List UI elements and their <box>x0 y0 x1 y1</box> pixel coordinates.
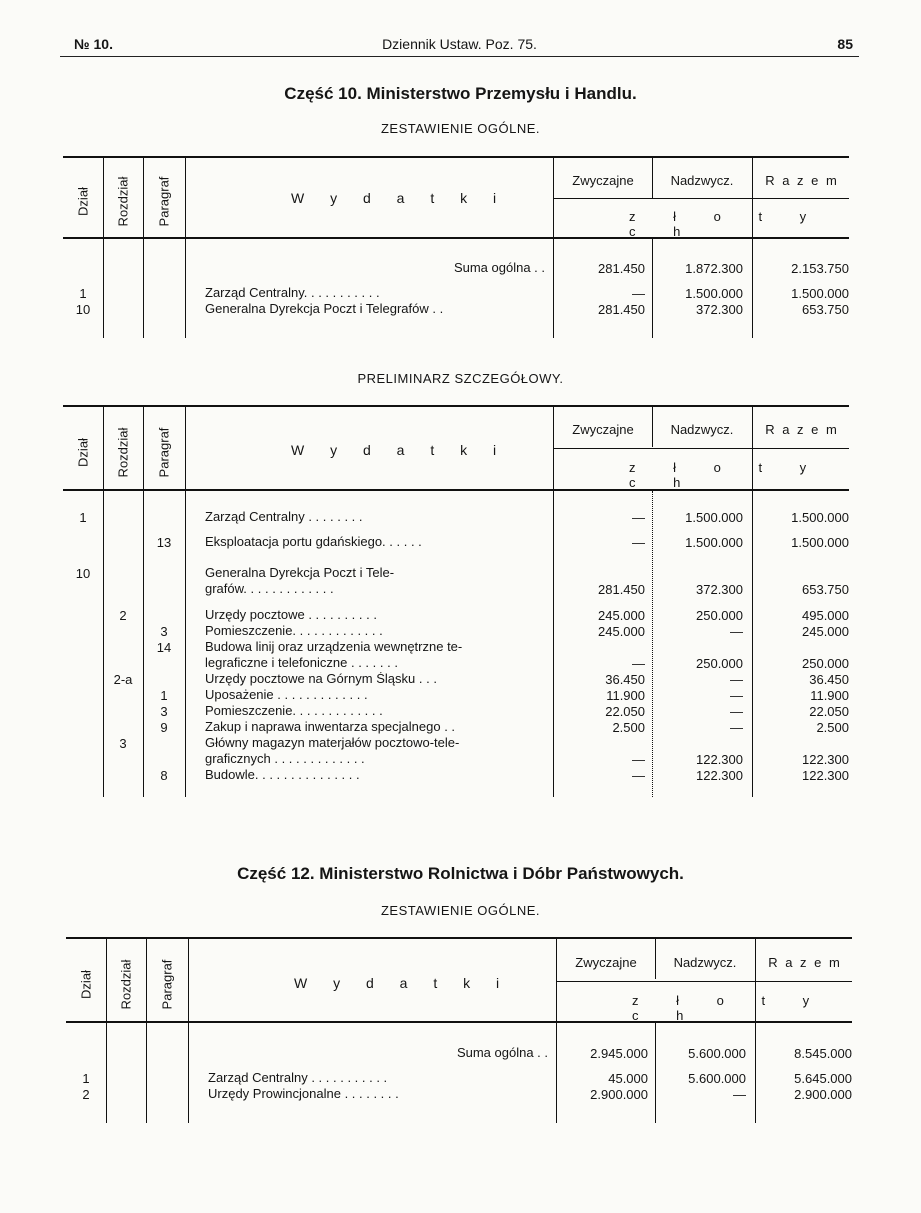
detail-cell-nz: 122.300 <box>696 768 743 783</box>
journal-title: Dziennik Ustaw. Poz. 75. <box>382 36 537 52</box>
issue-number: № 10. <box>74 36 113 52</box>
detail-cell-zw: 245.000 <box>598 624 645 639</box>
detail-cell-desc: Zarząd Centralny . . . . . . . . <box>205 510 363 524</box>
detail-cell-nz: — <box>730 624 743 639</box>
detail-cell-nz: 250.000 <box>696 656 743 671</box>
col-wydatki: W y d a t k i <box>294 975 511 991</box>
detail-cell-paragraf: 3 <box>160 704 168 719</box>
detail-cell-zw: — <box>632 768 645 783</box>
col-rozdzial: Rozdział <box>115 176 131 227</box>
col-dzial: Dział <box>75 187 91 216</box>
detail-cell-nz: 1.500.000 <box>685 510 743 525</box>
detail-cell-zw: 245.000 <box>598 608 645 623</box>
detail-cell-rz: 653.750 <box>802 582 849 597</box>
part10-summary-heading: ZESTAWIENIE OGÓLNE. <box>380 121 541 136</box>
col-nadzwycz: Nadzwycz. <box>670 173 734 188</box>
detail-cell-desc: legraficzne i telefoniczne . . . . . . . <box>205 656 398 670</box>
detail-cell-rz: 1.500.000 <box>791 510 849 525</box>
col-razem: R a z e m <box>768 955 842 970</box>
detail-cell-desc: Eksploatacja portu gdańskiego. . . . . . <box>205 535 422 549</box>
detail-cell-rz: 22.050 <box>809 704 849 719</box>
col-paragraf: Paragraf <box>156 427 172 478</box>
detail-cell-rozdzial: 2 <box>119 608 127 623</box>
part10-detail-heading: PRELIMINARZ SZCZEGÓŁOWY. <box>357 371 564 386</box>
col-zlotych: z ł o t y c h <box>629 209 824 239</box>
detail-cell-zw: 22.050 <box>605 704 645 719</box>
detail-cell-nz: — <box>730 720 743 735</box>
detail-cell-zw: — <box>632 535 645 550</box>
detail-cell-dzial: 10 <box>75 566 91 581</box>
detail-cell-nz: 372.300 <box>696 582 743 597</box>
detail-cell-paragraf: 3 <box>160 624 168 639</box>
detail-cell-rz: 2.500 <box>816 720 849 735</box>
detail-cell-desc: Generalna Dyrekcja Poczt i Tele- <box>205 566 395 580</box>
col-zwyczajne: Zwyczajne <box>572 422 634 437</box>
part12-summary-table: Dział Rozdział Paragraf W y d a t k i Zwyczajne Nadzwycz. R a z e m z ł o t y c h Suma ogólna . . 2.945.000 5.600.000 8.545.000 1 Zarząd Centralny . . . . . . . . . . . 45.000 5.600.000 5.645.000 2 Urzędy Prowincjonalne . . . . . . . . 2.900.000 — 2.900.000 <box>66 937 852 1123</box>
col-nadzwycz: Nadzwycz. <box>673 955 737 970</box>
detail-cell-zw: 11.900 <box>606 688 645 703</box>
col-rozdzial: Rozdział <box>118 959 134 1010</box>
detail-cell-rozdzial: 2-a <box>113 672 133 687</box>
running-header <box>60 34 859 57</box>
detail-cell-desc: grafów. . . . . . . . . . . . . <box>205 582 334 596</box>
detail-cell-rz: 122.300 <box>802 752 849 767</box>
detail-cell-rz: 245.000 <box>802 624 849 639</box>
col-dzial: Dział <box>75 438 91 467</box>
detail-cell-nz: — <box>730 704 743 719</box>
detail-cell-desc: Zakup i naprawa inwentarza specjalnego . . <box>205 720 456 734</box>
detail-cell-paragraf: 14 <box>156 640 172 655</box>
col-nadzwycz: Nadzwycz. <box>670 422 734 437</box>
detail-cell-rz: 36.450 <box>809 672 849 687</box>
col-paragraf: Paragraf <box>156 176 172 227</box>
col-wydatki: W y d a t k i <box>291 442 508 458</box>
detail-cell-rz: 1.500.000 <box>791 535 849 550</box>
col-zwyczajne: Zwyczajne <box>575 955 637 970</box>
detail-cell-rz: 11.900 <box>810 688 849 703</box>
detail-cell-desc: Urzędy pocztowe . . . . . . . . . . <box>205 608 377 622</box>
detail-cell-nz: — <box>730 688 743 703</box>
part12-title: Część 12. Ministerstwo Rolnictwa i Dóbr Państwowych. <box>237 864 684 883</box>
detail-cell-zw: — <box>632 752 645 767</box>
col-zwyczajne: Zwyczajne <box>572 173 634 188</box>
part10-detail-table <box>63 405 849 797</box>
col-zlotych: z ł o t y c h <box>629 460 824 490</box>
part10-title: Część 10. Ministerstwo Przemysłu i Handlu. <box>284 84 637 103</box>
detail-cell-paragraf: 9 <box>160 720 168 735</box>
detail-cell-paragraf: 1 <box>160 688 168 703</box>
detail-cell-desc: Pomieszczenie. . . . . . . . . . . . . <box>205 704 383 718</box>
col-razem: R a z e m <box>765 173 839 188</box>
part12-summary-heading: ZESTAWIENIE OGÓLNE. <box>380 903 541 918</box>
detail-cell-nz: 122.300 <box>696 752 743 767</box>
detail-cell-desc: Główny magazyn materjałów pocztowo-tele- <box>205 736 460 750</box>
detail-cell-rz: 250.000 <box>802 656 849 671</box>
col-wydatki: W y d a t k i <box>291 190 508 206</box>
col-rozdzial: Rozdział <box>115 427 131 478</box>
detail-cell-zw: 36.450 <box>605 672 645 687</box>
detail-cell-nz: 1.500.000 <box>685 535 743 550</box>
page-number: 85 <box>837 36 853 52</box>
col-razem: R a z e m <box>765 422 839 437</box>
col-zlotych: z ł o t y c h <box>632 993 827 1023</box>
detail-cell-desc: Uposażenie . . . . . . . . . . . . . <box>205 688 368 702</box>
detail-cell-nz: 250.000 <box>696 608 743 623</box>
detail-cell-nz: — <box>730 672 743 687</box>
detail-cell-zw: — <box>632 510 645 525</box>
detail-cell-zw: 2.500 <box>612 720 645 735</box>
col-paragraf: Paragraf <box>159 959 175 1010</box>
detail-cell-desc: graficznych . . . . . . . . . . . . . <box>205 752 365 766</box>
detail-cell-paragraf: 8 <box>160 768 168 783</box>
detail-cell-dzial: 1 <box>79 510 87 525</box>
detail-cell-desc: Budowa linij oraz urządzenia wewnętrzne te- <box>205 640 463 654</box>
detail-cell-paragraf: 13 <box>156 535 172 550</box>
detail-cell-rz: 495.000 <box>802 608 849 623</box>
detail-cell-zw: 281.450 <box>598 582 645 597</box>
detail-cell-desc: Pomieszczenie. . . . . . . . . . . . . <box>205 624 383 638</box>
detail-cell-zw: — <box>632 656 645 671</box>
detail-cell-desc: Budowle. . . . . . . . . . . . . . . <box>205 768 360 782</box>
detail-cell-desc: Urzędy pocztowe na Górnym Śląsku . . . <box>205 672 437 686</box>
col-dzial: Dział <box>78 970 94 999</box>
detail-cell-rz: 122.300 <box>802 768 849 783</box>
detail-cell-rozdzial: 3 <box>119 736 127 751</box>
part10-summary-table: Dział Rozdział Paragraf W y d a t k i Zwyczajne Nadzwycz. R a z e m z ł o t y c h Suma ogólna . . 281.450 1.872.300 2.153.750 1 Zarząd Centralny. . . . . . . . . . . — 1.500.000 1.500.000 10 Generalna Dyrekcja Poczt i Telegrafów . . 281.450 372.300 653.750 <box>63 156 849 338</box>
